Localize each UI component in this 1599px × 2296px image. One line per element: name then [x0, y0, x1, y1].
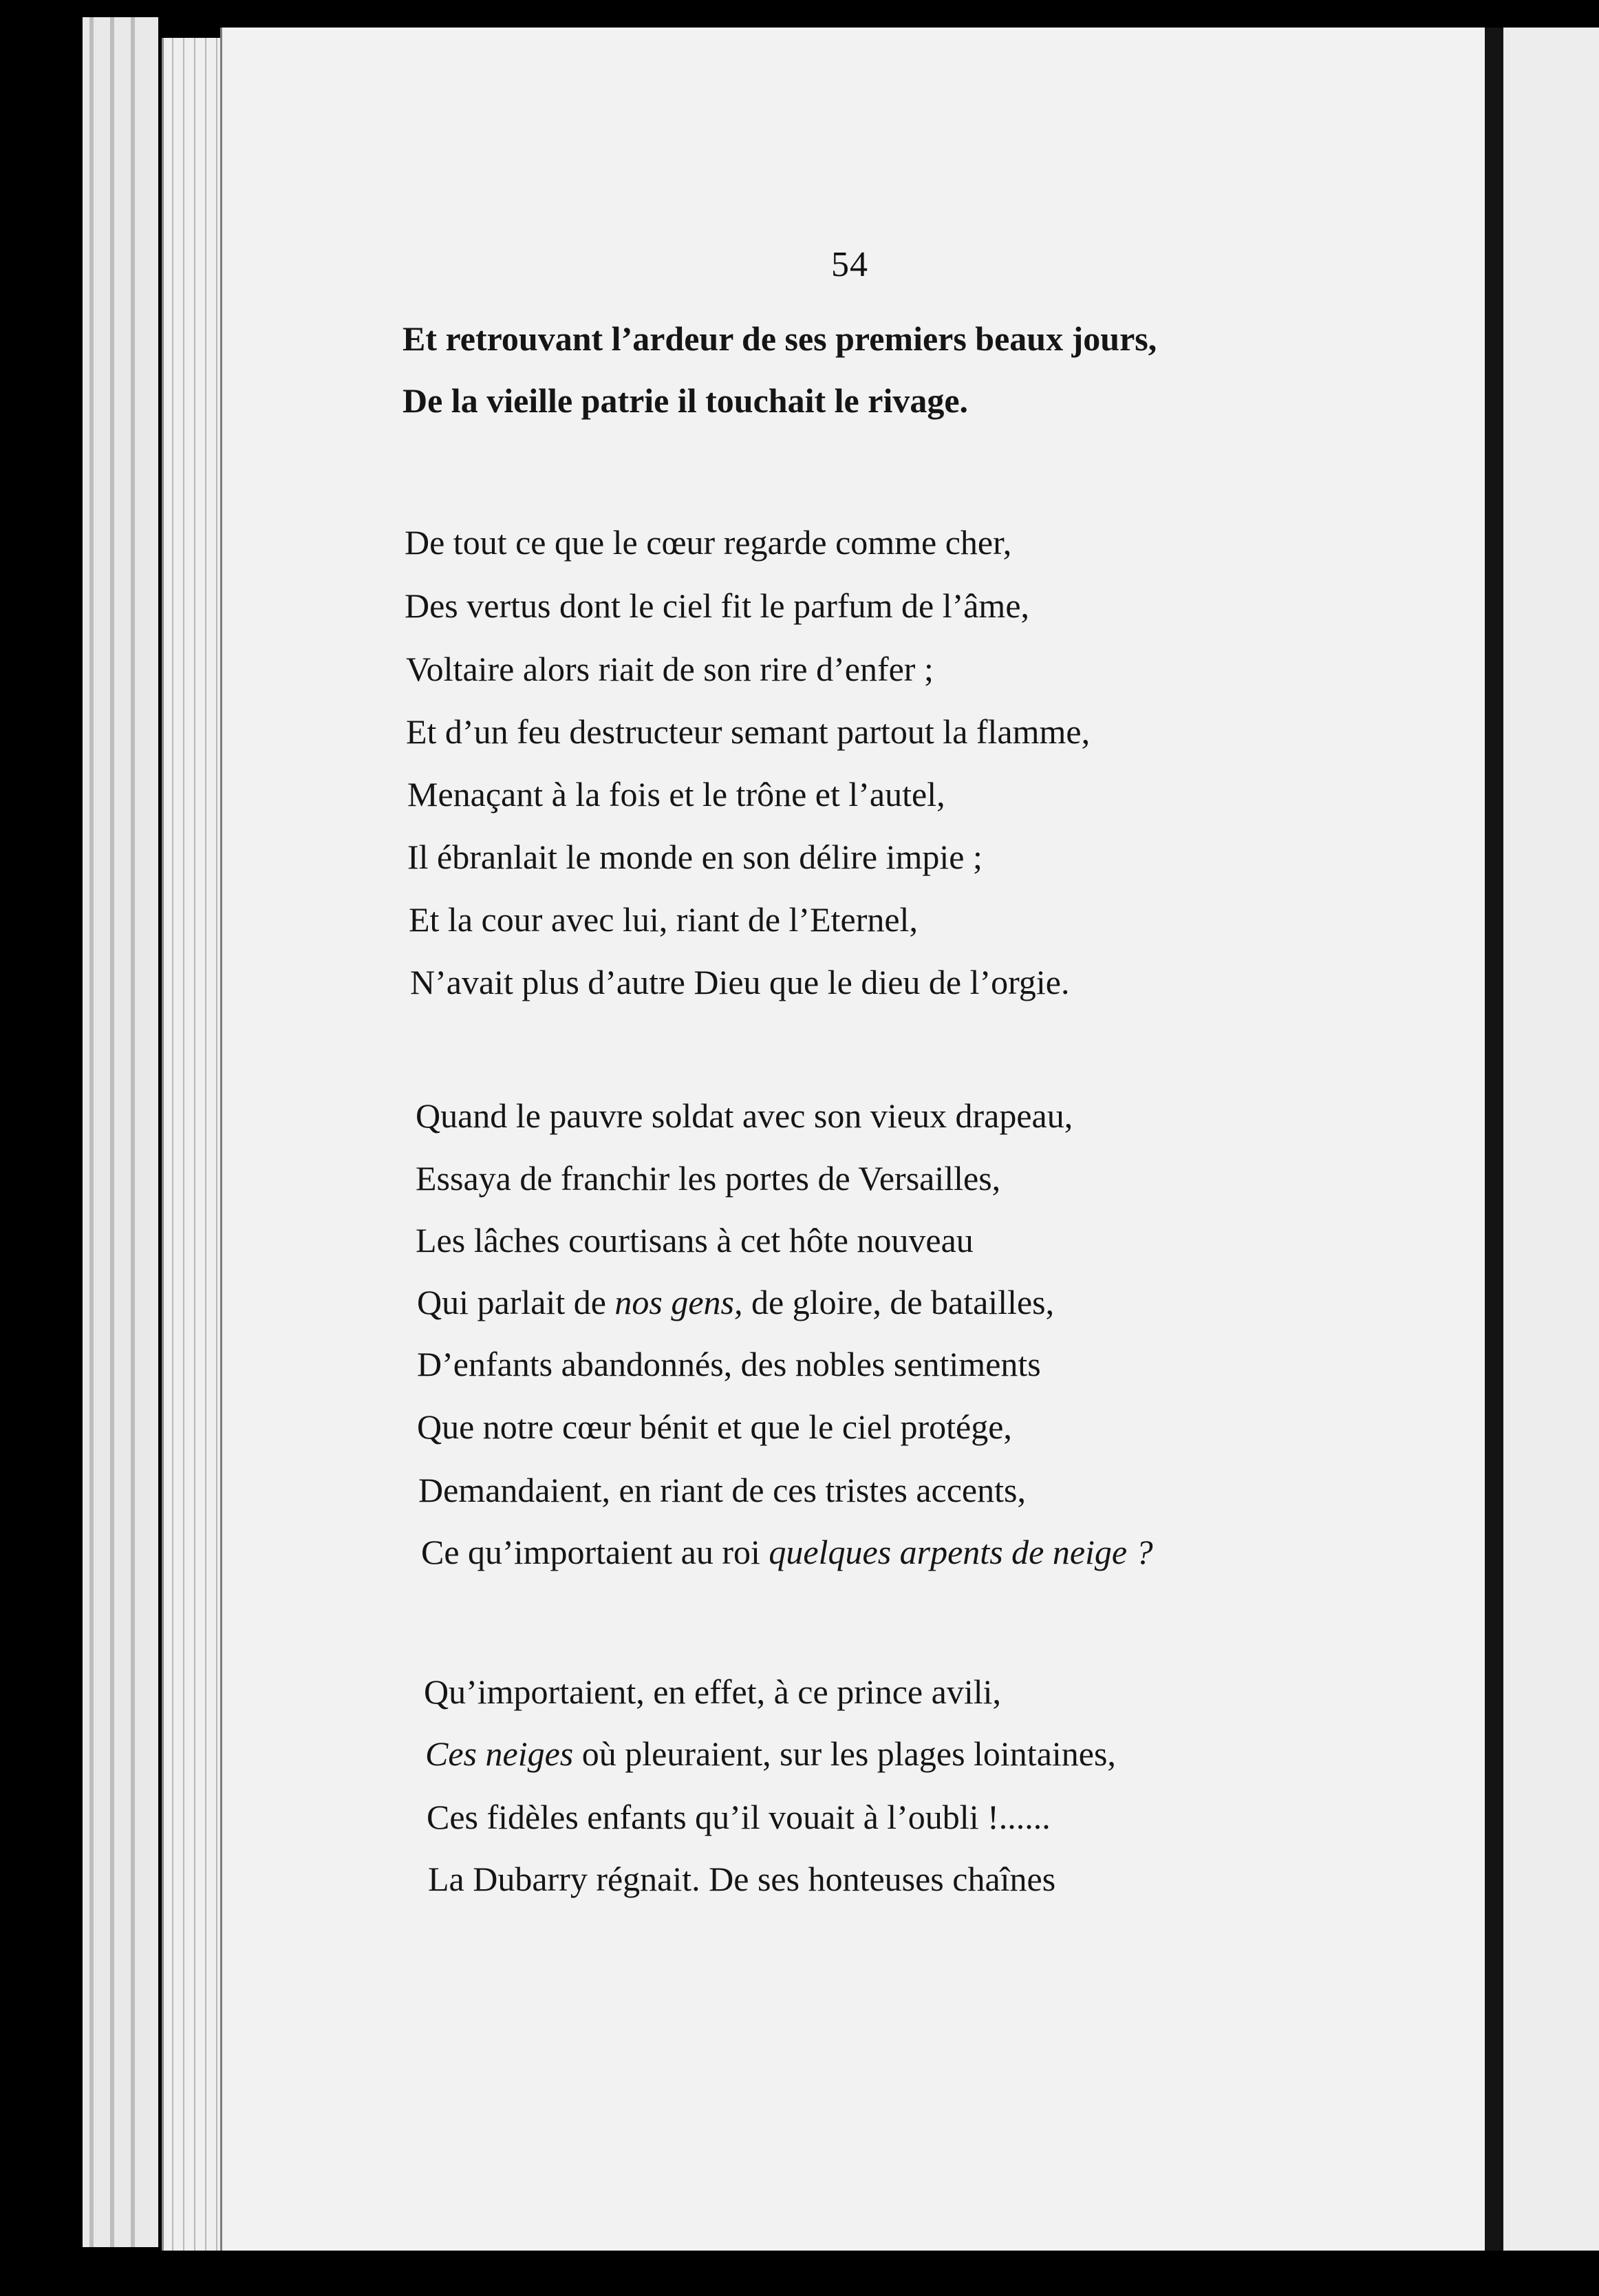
page-number: 54 — [831, 245, 868, 284]
verse-line: De la vieille patrie il touchait le rivage. — [403, 381, 969, 420]
verse-line: Et d’un feu destructeur semant partout la flamme, — [406, 712, 1091, 751]
verse-line: Demandaient, en riant de ces tristes accents, — [418, 1471, 1026, 1509]
page-stack-edges — [162, 38, 229, 2251]
verse-line: Que notre cœur bénit et que le ciel protége, — [417, 1407, 1012, 1446]
book-page — [220, 28, 1488, 2251]
verse-line: Et retrouvant l’ardeur de ses premiers beaux jours, — [403, 319, 1157, 358]
verse-line: Voltaire alors riait de son rire d’enfer ; — [406, 650, 934, 688]
verse-line: N’avait plus d’autre Dieu que le dieu de l’orgie. — [410, 963, 1070, 1001]
verse-line: Il ébranlait le monde en son délire impie ; — [407, 838, 983, 876]
verse-line: Menaçant à la fois et le trône et l’autel, — [407, 775, 945, 814]
verse-line: La Dubarry régnait. De ses honteuses chaînes — [428, 1860, 1056, 1898]
verse-line: Ces neiges où pleuraient, sur les plages lointaines, — [425, 1734, 1116, 1773]
verse-line: Des vertus dont le ciel fit le parfum de l’âme, — [405, 586, 1030, 625]
verse-line: Et la cour avec lui, riant de l’Eternel, — [409, 900, 918, 939]
book-edge — [83, 17, 158, 2247]
verse-line: De tout ce que le cœur regarde comme cher, — [405, 523, 1012, 562]
verse-line: Qu’importaient, en effet, à ce prince avili, — [424, 1672, 1001, 1711]
verse-line: Ce qu’importaient au roi quelques arpents de neige ? — [421, 1533, 1153, 1571]
book-gutter — [1485, 28, 1504, 2251]
verse-line: Ces fidèles enfants qu’il vouait à l’oubli !...... — [427, 1798, 1051, 1836]
verse-line: Essaya de franchir les portes de Versailles, — [416, 1159, 1001, 1198]
verse-line: Quand le pauvre soldat avec son vieux drapeau, — [416, 1096, 1073, 1135]
facing-page — [1503, 28, 1599, 2251]
verse-line: D’enfants abandonnés, des nobles sentiments — [417, 1345, 1041, 1383]
verse-line: Qui parlait de nos gens, de gloire, de batailles, — [417, 1283, 1055, 1321]
verse-line: Les lâches courtisans à cet hôte nouveau — [416, 1221, 974, 1259]
